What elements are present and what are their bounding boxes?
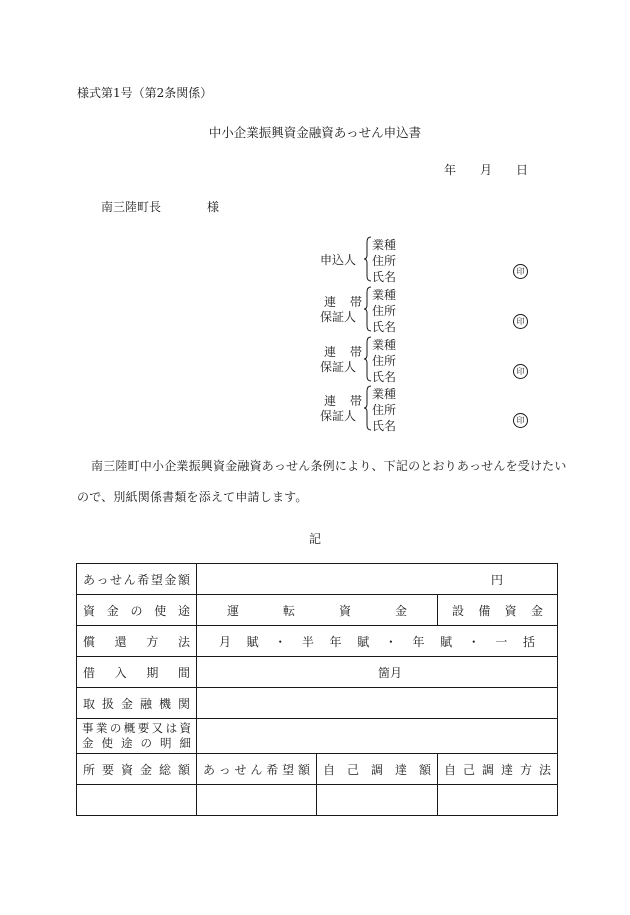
repayment-options[interactable]: 月賦・半年賦・年賦・一括 (197, 626, 558, 657)
guarantor-role-line2: 保証人 (320, 310, 357, 324)
usage-option-equipment[interactable]: 設備資金 (438, 595, 558, 626)
amount-label: あっせん希望金額 (77, 564, 197, 595)
field-address-label: 住所 (372, 403, 397, 417)
applicant-block (320, 236, 540, 288)
total-funds-header: 所要資金総額 (77, 754, 197, 785)
guarantor-role-line1: 連帯 (324, 295, 377, 309)
application-table (76, 563, 558, 816)
field-name-label: 氏名 (372, 320, 397, 334)
requested-amount-header: あっせん希望額 (197, 754, 317, 785)
self-funding-method-header: 自己調達方法 (438, 754, 558, 785)
self-funding-method-field[interactable] (438, 785, 558, 816)
bank-field[interactable] (197, 688, 558, 719)
guarantor-block-1 (320, 286, 540, 338)
guarantor-block-2 (320, 336, 540, 388)
period-field[interactable] (197, 657, 558, 688)
statement-line-1: 南三陸町中小企業振興資金融資あっせん条例により、下記のとおりあっせんを受けたい (91, 459, 567, 473)
table-row (77, 595, 558, 626)
applicant-role-label: 申込人 (320, 253, 357, 267)
seal-icon: 印 (513, 413, 528, 428)
date-year-label: 年 (444, 163, 457, 177)
table-row (77, 564, 558, 595)
field-industry-label: 業種 (372, 338, 397, 352)
requested-amount-field[interactable] (197, 785, 317, 816)
statement-line-2: ので、別紙関係書類を添えて申請します。 (77, 490, 308, 504)
guarantor-role-line2: 保証人 (320, 409, 357, 423)
table-row (77, 719, 558, 754)
brace-icon (364, 385, 372, 431)
guarantor-block-3 (320, 385, 540, 437)
field-industry-label: 業種 (372, 288, 397, 302)
document-title: 中小企業振興資金融資あっせん申込書 (208, 125, 422, 140)
date-month-label: 月 (480, 163, 493, 177)
addressee-honorific: 様 (207, 200, 220, 214)
date-day-label: 日 (516, 163, 529, 177)
amount-unit: 円 (491, 572, 504, 587)
table-row (77, 657, 558, 688)
field-industry-label: 業種 (372, 387, 397, 401)
seal-icon: 印 (513, 314, 528, 329)
detail-label-line-1: 事業の概要又は資 (82, 721, 191, 735)
field-name-label: 氏名 (372, 270, 397, 284)
guarantor-role-line2: 保証人 (320, 360, 357, 374)
field-address-label: 住所 (372, 304, 397, 318)
guarantor-role-line1: 連帯 (324, 394, 377, 408)
seal-icon: 印 (513, 264, 528, 279)
table-row (77, 626, 558, 657)
field-address-label: 住所 (372, 354, 397, 368)
bank-label: 取扱金融機関 (77, 688, 197, 719)
field-industry-label: 業種 (372, 238, 397, 252)
total-funds-field[interactable] (77, 785, 197, 816)
field-address-label: 住所 (372, 254, 397, 268)
usage-label: 資金の使途 (77, 595, 197, 626)
field-name-label: 氏名 (372, 370, 397, 384)
period-label: 借入期間 (77, 657, 197, 688)
repayment-label: 償還方法 (77, 626, 197, 657)
ki-label: 記 (308, 532, 321, 546)
table-row (77, 754, 558, 785)
detail-label-line-2: 金使途の明細 (82, 736, 191, 750)
table-row (77, 688, 558, 719)
self-funding-amount-header: 自己調達額 (317, 754, 438, 785)
table-row (77, 785, 558, 816)
self-funding-amount-field[interactable] (317, 785, 438, 816)
amount-field[interactable] (197, 564, 558, 595)
guarantor-role-line1: 連帯 (324, 345, 377, 359)
field-name-label: 氏名 (372, 419, 397, 433)
addressee-name: 南三陸町長 (101, 200, 162, 214)
brace-icon (364, 236, 372, 282)
detail-field[interactable] (197, 719, 558, 754)
period-unit: 箇月 (378, 665, 403, 680)
seal-icon: 印 (513, 364, 528, 379)
usage-option-operating[interactable]: 運転資金 (197, 595, 438, 626)
brace-icon (364, 286, 372, 332)
form-number: 様式第1号（第2条関係） (77, 86, 213, 100)
brace-icon (364, 336, 372, 382)
detail-label (77, 719, 197, 754)
